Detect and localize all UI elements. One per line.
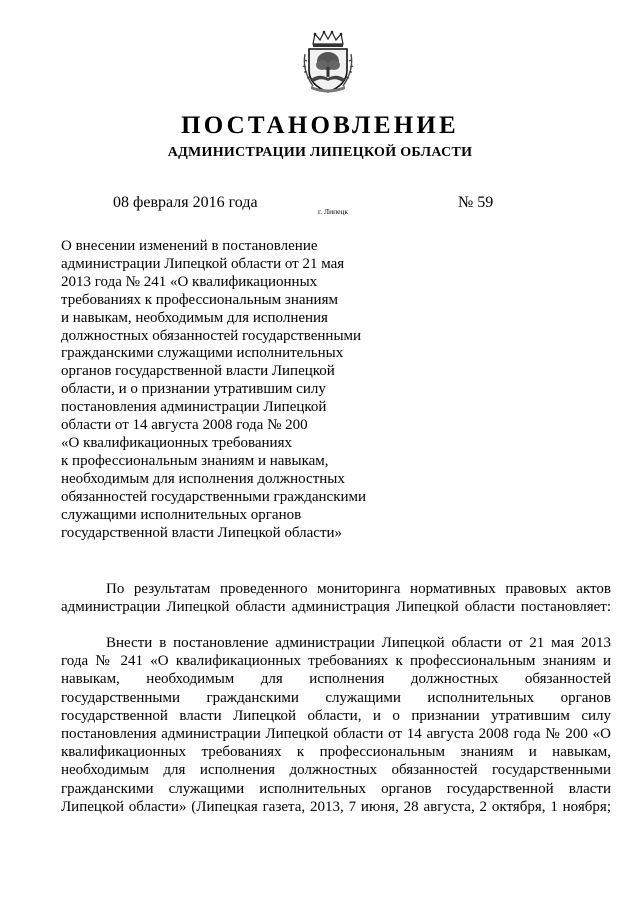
- paragraph-line: государственной власти Липецкой области, и о признании утратившим силу: [61, 707, 611, 724]
- document-number: № 59: [458, 194, 494, 211]
- paragraph-line: квалификационных требованиях к профессиональным знаниям и навыкам,: [61, 744, 611, 761]
- document-date: 08 февраля 2016 года: [113, 194, 258, 211]
- subject-line: обязанностей государственными гражданскими: [61, 488, 367, 505]
- preamble-paragraph: [61, 580, 611, 616]
- subject-line: постановления администрации Липецкой: [61, 399, 327, 416]
- subject-line: гражданскими служащими исполнительных: [61, 345, 344, 362]
- resolution-paragraph: [61, 634, 611, 816]
- paragraph-line: необходимым для исполнения должностных обязанностей государственными: [61, 762, 611, 779]
- subject-line: и навыкам, необходимым для исполнения: [61, 309, 328, 326]
- subject-line: О внесении изменений в постановление: [61, 238, 318, 254]
- paragraph-line: гражданскими служащими исполнительных органов государственной власти: [61, 780, 611, 797]
- paragraph-line: По результатам проведенного мониторинга нормативных правовых актов: [106, 581, 611, 597]
- document-title: ПОСТАНОВЛЕНИЕ: [181, 112, 459, 139]
- document-city: г. Липецк: [318, 207, 349, 216]
- subject-line: «О квалификационных требованиях: [61, 434, 292, 451]
- subject-line: 2013 года № 241 «О квалификационных: [61, 273, 318, 290]
- subject-heading: [61, 238, 381, 542]
- coat-of-arms-icon: [299, 30, 357, 94]
- paragraph-line: Внести в постановление администрации Липецкой области от 21 мая 2013: [106, 635, 611, 651]
- paragraph-line: Липецкой области» (Липецкая газета, 2013, 7 июня, 28 августа, 2 октября, 1 ноября;: [61, 798, 611, 815]
- paragraph-line: государственными гражданскими служащими исполнительных органов: [61, 689, 611, 706]
- paragraph-line: администрации Липецкой области администрация Липецкой области постановляет:: [61, 599, 611, 616]
- subject-line: к профессиональным знаниям и навыкам,: [61, 452, 329, 469]
- subject-line: области, и о признании утратившим силу: [61, 381, 326, 398]
- issuer-subtitle: АДМИНИСТРАЦИИ ЛИПЕЦКОЙ ОБЛАСТИ: [167, 145, 473, 160]
- subject-line: требованиях к профессиональным знаниям: [61, 291, 338, 308]
- subject-line: области от 14 августа 2008 года № 200: [61, 417, 308, 434]
- subject-line: администрации Липецкой области от 21 мая: [61, 255, 345, 272]
- subject-line: необходимым для исполнения должностных: [61, 470, 345, 487]
- paragraph-line: навыкам, необходимым для исполнения должностных обязанностей: [61, 671, 611, 688]
- subject-line: государственной власти Липецкой области»: [61, 524, 343, 541]
- paragraph-line: года № 241 «О квалификационных требованиях к профессиональным знаниям и: [61, 653, 611, 670]
- subject-line: должностных обязанностей государственными: [61, 327, 362, 344]
- paragraph-line: постановления администрации Липецкой области от 14 августа 2008 года № 200 «О: [61, 725, 611, 742]
- subject-line: органов государственной власти Липецкой: [61, 363, 335, 380]
- subject-line: служащими исполнительных органов: [61, 506, 302, 523]
